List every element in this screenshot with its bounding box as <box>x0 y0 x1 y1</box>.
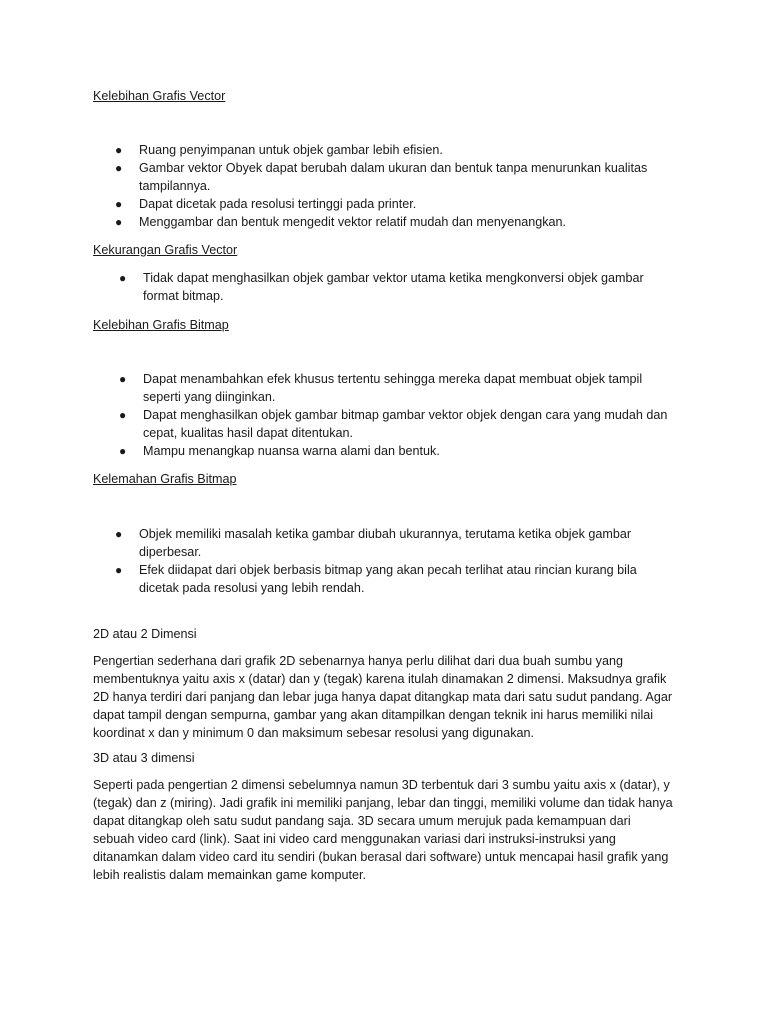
list-vector-cons <box>119 269 673 305</box>
list-item: ● Menggambar dan bentuk mengedit vektor relatif mudah dan menyenangkan. <box>115 215 567 229</box>
bullet-icon: ● <box>119 408 127 422</box>
list-item: ● Gambar vektor Obyek dapat berubah dalam ukuran dan bentuk tanpa menurunkan kualitas tampilannya. <box>115 161 648 193</box>
bullet-icon: ● <box>119 271 127 285</box>
heading-vector-cons: Kekurangan Grafis Vector <box>93 243 238 257</box>
list-item: ● Dapat menambahkan efek khusus tertentu sehingga mereka dapat membuat objek tampil seperti yang diinginkan. <box>119 372 643 404</box>
bullet-icon: ● <box>119 372 127 386</box>
list-item: ● Mampu menangkap nuansa warna alami dan bentuk. <box>119 444 440 458</box>
list-item: ● Efek diidapat dari objek berbasis bitmap yang akan pecah terlihat atau rincian kurang bila dicetak pada resolusi yang lebih rendah. <box>115 563 637 595</box>
bullet-icon: ● <box>115 215 123 229</box>
bullet-icon: ● <box>115 563 123 577</box>
heading-3d: 3D atau 3 dimensi <box>93 751 195 765</box>
list-bitmap-pros <box>119 370 675 460</box>
list-item: ● Objek memiliki masalah ketika gambar diubah ukurannya, terutama ketika objek gambar diperbesar. <box>115 527 632 559</box>
heading-bitmap-pros: Kelebihan Grafis Bitmap <box>93 318 229 332</box>
list-item: ● Ruang penyimpanan untuk objek gambar lebih efisien. <box>115 143 443 157</box>
heading-bitmap-cons: Kelemahan Grafis Bitmap <box>93 472 237 486</box>
list-vector-pros <box>115 141 679 231</box>
paragraph-3d: Seperti pada pengertian 2 dimensi sebelumnya namun 3D terbentuk dari 3 sumbu yaitu axis x (datar), y (tegak) dan z (miring). Jadi grafik ini memiliki panjang, lebar dan tinggi, memiliki volume dan tidak hanya dapat ditangkap oleh satu sudut pandang saja. 3D secara umum merujuk pada kemampuan dari sebuah video card (link). Saat ini video card menggunakan variasi dari instruksi-instruksi yang ditanamkan dalam video card itu sendiri (bukan berasal dari software) untuk mencapai hasil grafik yang lebih realistis dalam memainkan game komputer. <box>93 778 673 882</box>
heading-vector-pros: Kelebihan Grafis Vector <box>93 89 226 103</box>
list-item: ● Dapat menghasilkan objek gambar bitmap gambar vektor objek dengan cara yang mudah dan cepat, kualitas hasil dapat ditentukan. <box>119 408 668 440</box>
bullet-icon: ● <box>115 197 123 211</box>
bullet-icon: ● <box>115 143 123 157</box>
bullet-icon: ● <box>115 161 123 175</box>
list-bitmap-cons <box>115 525 679 597</box>
list-item: ● Tidak dapat menghasilkan objek gambar vektor utama ketika mengkonversi objek gambar format bitmap. <box>119 271 644 303</box>
heading-2d: 2D atau 2 Dimensi <box>93 627 197 641</box>
paragraph-2d: Pengertian sederhana dari grafik 2D sebenarnya hanya perlu dilihat dari dua buah sumbu yang membentuknya yaitu axis x (datar) dan y (tegak) karena itulah dinamakan 2 dimensi. Maksudnya grafik 2D hanya terdiri dari panjang dan lebar juga hanya dapat ditangkap mata dari satu sudut pandang. Agar dapat tampil dengan sempurna, gambar yang akan ditampilkan dengan teknik ini harus memiliki nilai koordinat x dan y minimum 0 dan maksimum sebesar resolusi yang digunakan. <box>93 654 673 740</box>
list-item: ● Dapat dicetak pada resolusi tertinggi pada printer. <box>115 197 417 211</box>
bullet-icon: ● <box>115 527 123 541</box>
bullet-icon: ● <box>119 444 127 458</box>
